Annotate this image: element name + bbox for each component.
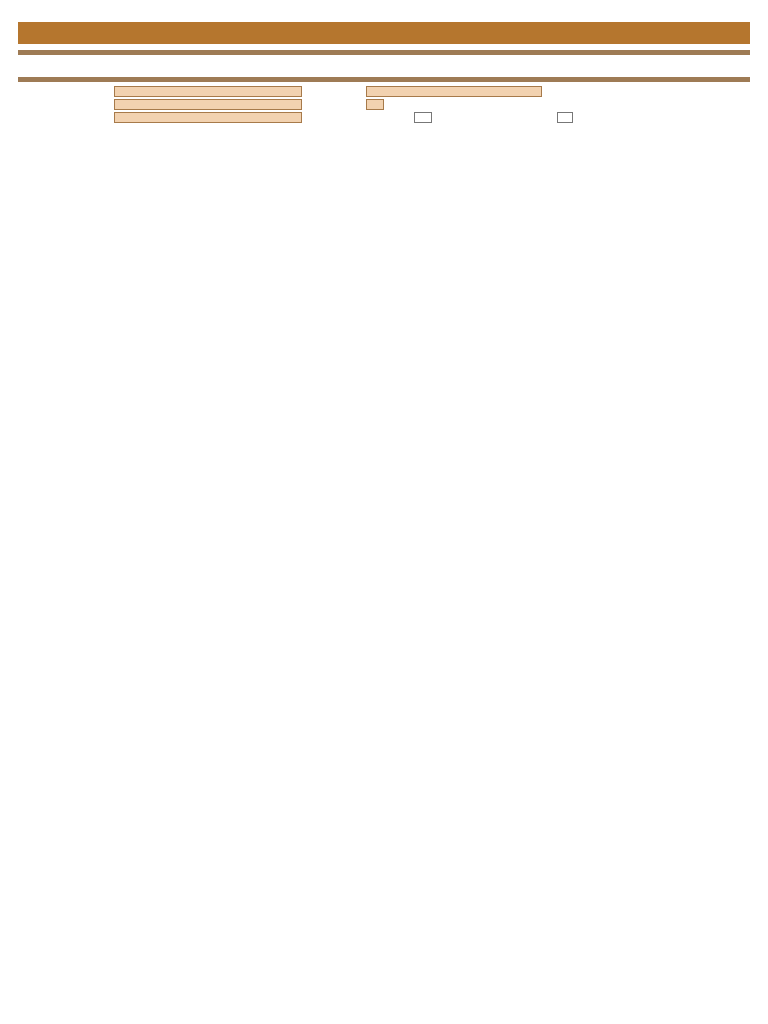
teacher-field[interactable] <box>366 86 542 97</box>
info-divider <box>18 77 750 82</box>
directions-text <box>18 54 750 74</box>
grades-field[interactable] <box>366 99 384 110</box>
assessment-field[interactable] <box>114 86 302 97</box>
num-students-field[interactable] <box>557 112 573 123</box>
date-field[interactable] <box>114 112 302 123</box>
period-field[interactable] <box>114 99 302 110</box>
num-questions-field[interactable] <box>414 112 432 123</box>
page-banner-title <box>18 22 750 44</box>
